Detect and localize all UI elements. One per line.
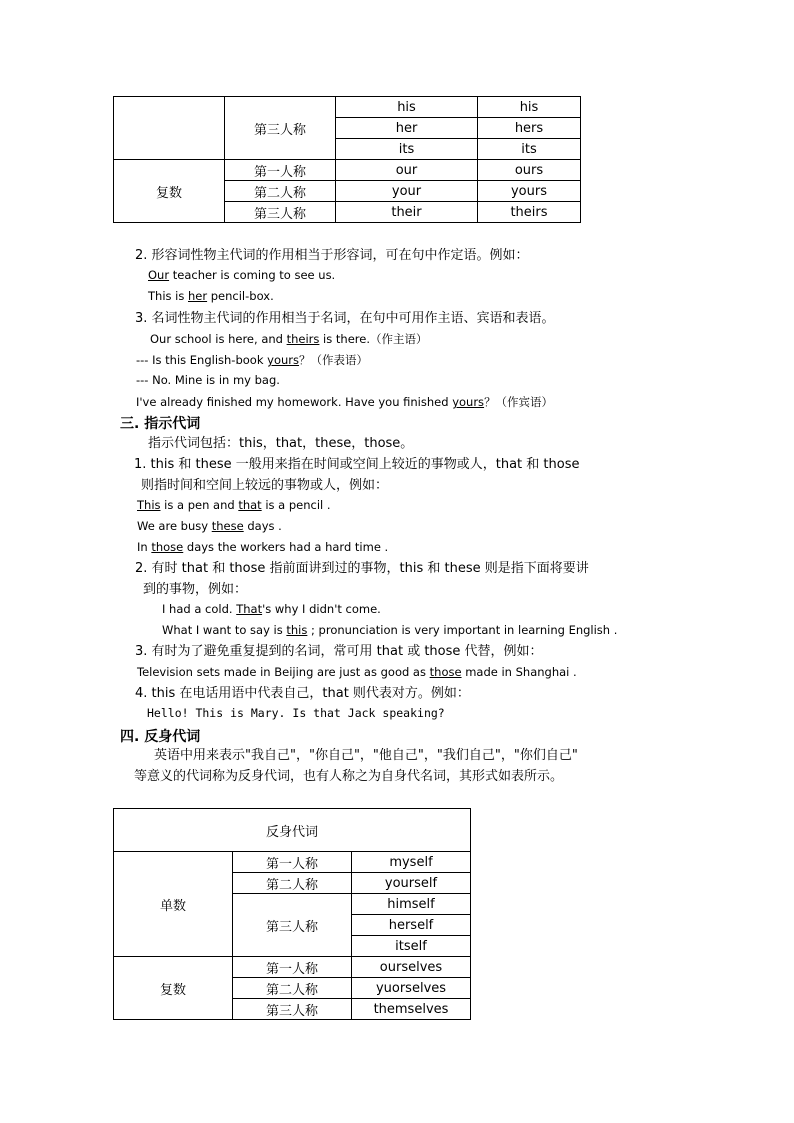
table-cell: its	[336, 139, 478, 160]
paragraph-2: 2. 形容词性物主代词的作用相当于形容词，可在句中作定语。例如：	[135, 248, 529, 263]
example-text: What I want to say is	[162, 623, 287, 637]
person-label: 第三人称	[233, 999, 352, 1020]
table-cell: ours	[478, 160, 581, 181]
example-line: Hello! This is Mary. Is that Jack speaking?	[147, 706, 445, 720]
example-line	[150, 331, 427, 347]
example-line: --- No. Mine is in my bag.	[136, 373, 280, 387]
person-label: 第一人称	[233, 852, 352, 873]
example-line	[137, 665, 577, 679]
number-label: 复数	[114, 957, 233, 1020]
example-line	[162, 602, 381, 616]
section-title: 指示代词	[144, 416, 201, 432]
number-label: 单数	[114, 852, 233, 957]
table-cell: yourself	[352, 873, 471, 894]
paragraph: 英语中用来表示"我自己"，"你自己"，"他自己"，"我们自己"，"你们自己"	[154, 748, 578, 763]
example-text: Television sets made in Beijing are just as good as	[137, 665, 430, 679]
example-text: made in Shanghai .	[461, 665, 577, 679]
paragraph: 4. this 在电话用语中代表自己，that 则代表对方。例如：	[135, 686, 470, 701]
table-cell: himself	[352, 894, 471, 915]
table-cell: myself	[352, 852, 471, 873]
example-text: pencil-box.	[207, 289, 274, 303]
table-cell: ourselves	[352, 957, 471, 978]
example-text: 's why I didn't come.	[262, 602, 381, 616]
paragraph: 指示代词包括：this，that，these，those。	[148, 436, 414, 451]
paragraph: 3. 有时为了避免重复提到的名词，常可用 that 或 those 代替，例如：	[135, 644, 543, 659]
example-text: Our school is here, and	[150, 332, 287, 346]
example-text: ; pronunciation is very important in learning English .	[307, 623, 618, 637]
person-label: 第二人称	[233, 978, 352, 999]
table-cell: his	[336, 97, 478, 118]
underlined-word: yours	[267, 353, 300, 367]
table-cell: yours	[478, 181, 581, 202]
table-cell: hers	[478, 118, 581, 139]
person-label: 第三人称	[225, 202, 336, 223]
example-line	[136, 352, 368, 368]
example-line	[137, 519, 282, 533]
person-label: 第一人称	[233, 957, 352, 978]
example-text: --- Is this English-book	[136, 353, 268, 367]
example-text: ？（作宾语）	[484, 395, 554, 409]
section-heading	[120, 726, 200, 746]
paragraph-3: 3. 名词性物主代词的作用相当于名词，在句中可用作主语、宾语和表语。	[135, 311, 555, 326]
paragraph: 1. this 和 these 一般用来指在时间或空间上较近的事物或人，that 和 those	[134, 457, 580, 472]
example-text: is a pencil .	[261, 498, 331, 512]
person-label: 第二人称	[225, 181, 336, 202]
example-text: teacher is coming to see us.	[169, 268, 336, 282]
table-cell: theirs	[478, 202, 581, 223]
paragraph: 等意义的代词称为反身代词，也有人称之为自身代名词，其形式如表所示。	[134, 769, 564, 784]
example-text: I had a cold.	[162, 602, 237, 616]
table-cell: its	[478, 139, 581, 160]
underlined-word: theirs	[286, 332, 320, 346]
paragraph: 则指时间和空间上较远的事物或人，例如：	[141, 478, 389, 493]
example-line	[148, 289, 274, 303]
underlined-word: those	[151, 540, 184, 554]
table-cell: themselves	[352, 999, 471, 1020]
table-cell: your	[336, 181, 478, 202]
section-heading	[120, 413, 200, 433]
section-number: 四.	[120, 729, 140, 745]
example-line	[136, 394, 553, 410]
person-label: 第三人称	[225, 97, 336, 160]
reflexive-pronoun-table	[113, 808, 471, 1020]
section-title: 反身代词	[144, 729, 201, 745]
example-line	[137, 498, 331, 512]
example-text: I've already finished my homework. Have you finished	[136, 395, 453, 409]
underlined-word: That	[236, 602, 263, 616]
section-number: 三.	[120, 416, 140, 432]
table-cell: itself	[352, 936, 471, 957]
underlined-word: yours	[452, 395, 485, 409]
example-text: We are busy	[137, 519, 212, 533]
example-text: is a pen and	[160, 498, 239, 512]
underlined-word: that	[238, 498, 262, 512]
table-cell: their	[336, 202, 478, 223]
paragraph: 到的事物，例如：	[143, 582, 248, 597]
example-text: In	[137, 540, 152, 554]
empty-cell	[114, 97, 225, 160]
example-text: days .	[243, 519, 282, 533]
person-label: 第二人称	[233, 873, 352, 894]
person-label: 第一人称	[225, 160, 336, 181]
table-cell: yuorselves	[352, 978, 471, 999]
underlined-word: these	[211, 519, 244, 533]
paragraph: 2. 有时 that 和 those 指前面讲到过的事物，this 和 these 则是指下面将要讲	[135, 561, 589, 576]
example-line	[137, 540, 388, 554]
underlined-word: Our	[148, 268, 170, 282]
table-cell: his	[478, 97, 581, 118]
person-label: 第三人称	[233, 894, 352, 957]
underlined-word: this	[286, 623, 308, 637]
example-text: days the workers had a hard time .	[183, 540, 389, 554]
table-header: 反身代词	[114, 809, 471, 852]
underlined-word: her	[188, 289, 208, 303]
underlined-word: those	[429, 665, 462, 679]
example-line	[162, 623, 617, 637]
underlined-word: This	[137, 498, 161, 512]
number-label: 复数	[114, 160, 225, 223]
table-cell: her	[336, 118, 478, 139]
example-text: is there.（作主语）	[319, 332, 428, 346]
example-text: ？（作表语）	[299, 353, 369, 367]
table-cell: our	[336, 160, 478, 181]
table-cell: herself	[352, 915, 471, 936]
example-line	[148, 268, 335, 282]
example-text: This is	[148, 289, 188, 303]
possessive-pronoun-table	[113, 96, 581, 223]
